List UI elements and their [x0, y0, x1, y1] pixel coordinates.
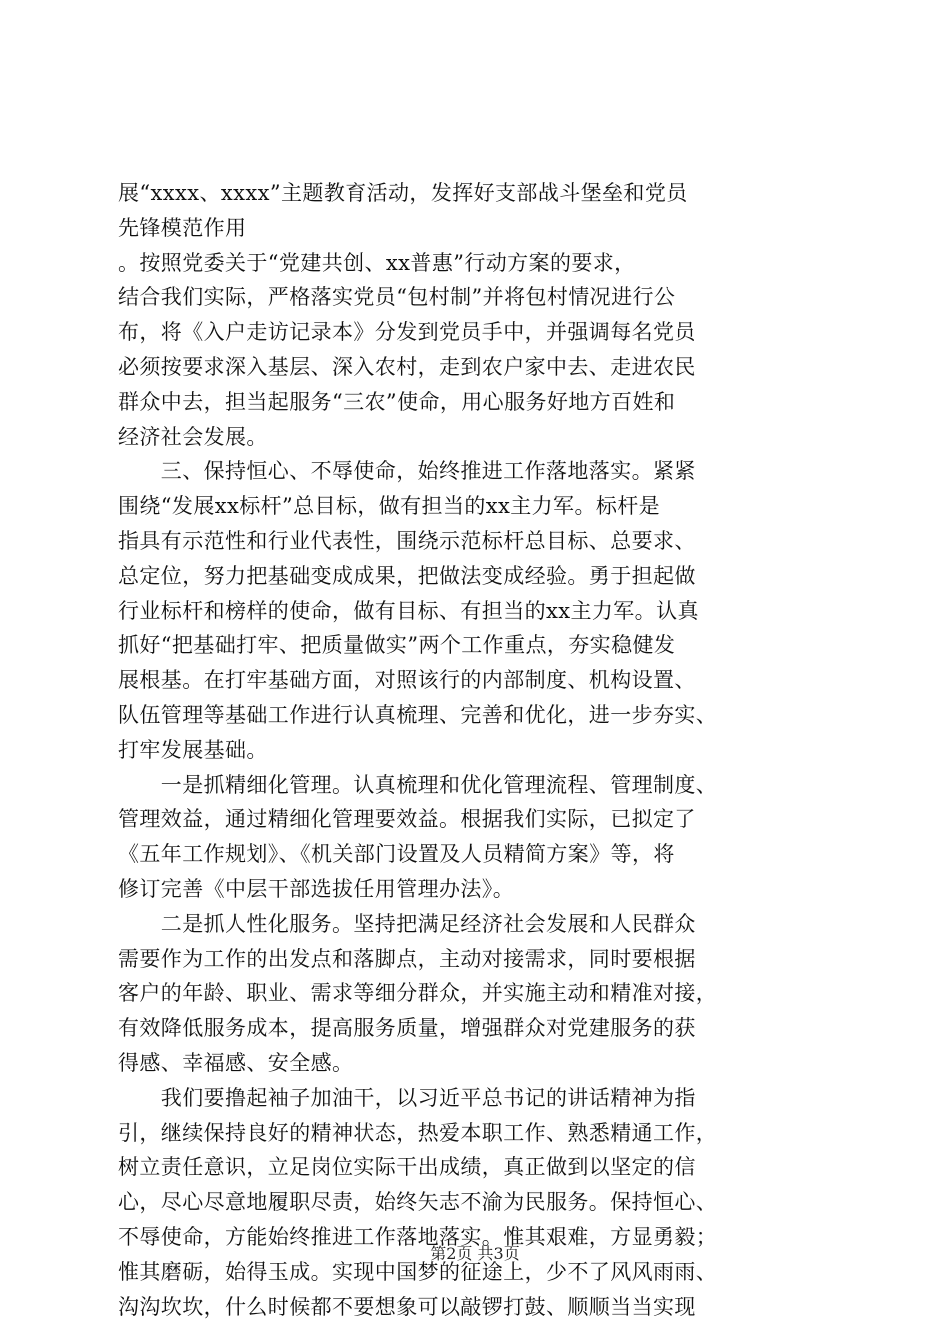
- text-line: 总定位，努力把基础变成成果，把做法变成经验。勇于担起做: [118, 563, 696, 588]
- text-line: 需要作为工作的出发点和落脚点，主动对接需求，同时要根据: [118, 946, 696, 971]
- text-line: 结合我们实际，严格落实党员“包村制”并将包村情况进行公: [118, 285, 676, 310]
- text-line: 一是抓精细化管理。认真梳理和优化管理流程、管理制度、: [118, 772, 718, 797]
- text-line: 管理效益，通过精细化管理要效益。根据我们实际，已拟定了: [118, 807, 696, 832]
- text-line: 心，尽心尽意地履职尽责，始终矢志不渝为民服务。保持恒心、: [118, 1190, 718, 1215]
- text-line: 有效降低服务成本，提高服务质量，增强群众对党建服务的获: [118, 1016, 696, 1041]
- text-line: 群众中去，担当起服务“三农”使命，用心服务好地方百姓和: [118, 389, 676, 414]
- text-line: 修订完善《中层干部选拔任用管理办法》。: [118, 876, 515, 901]
- text-line: 引，继续保持良好的精神状态，热爱本职工作、熟悉精通工作，: [118, 1120, 718, 1145]
- text-line: 指具有示范性和行业代表性，围绕示范标杆总目标、总要求、: [118, 528, 696, 553]
- text-line: 三、保持恒心、不辱使命，始终推进工作落地落实。紧紧: [118, 459, 696, 484]
- text-line: 不辱使命，方能始终推进工作落地落实。惟其艰难，方显勇毅；: [118, 1224, 718, 1249]
- text-line: 经济社会发展。: [118, 424, 268, 449]
- text-line: 。按照党委关于“党建共创、xx普惠”行动方案的要求，: [118, 250, 636, 275]
- text-line: 树立责任意识，立足岗位实际干出成绩，真正做到以坚定的信: [118, 1155, 696, 1180]
- text-line: 展“xxxx、xxxx”主题教育活动，发挥好支部战斗堡垒和党员: [118, 181, 688, 205]
- text-line: 打牢发展基础。: [118, 737, 268, 762]
- text-line: 得感、幸福感、安全感。: [118, 1050, 354, 1075]
- text-line: 惟其磨砺，始得玉成。实现中国梦的征途上，少不了风风雨雨、: [118, 1259, 718, 1284]
- text-line: 布，将《入户走访记录本》分发到党员手中，并强调每名党员: [118, 320, 696, 345]
- text-line: 《五年工作规划》、《机关部门设置及人员精简方案》等，将: [118, 842, 675, 867]
- document-body: [118, 176, 858, 1324]
- text-line: 我们要撸起袖子加油干，以习近平总书记的讲话精神为指: [118, 1085, 696, 1110]
- text-line: 队伍管理等基础工作进行认真梳理、完善和优化，进一步夯实、: [118, 702, 718, 727]
- text-line: 客户的年龄、职业、需求等细分群众，并实施主动和精准对接，: [118, 981, 718, 1006]
- text-line: 展根基。在打牢基础方面，对照该行的内部制度、机构设置、: [118, 668, 696, 693]
- text-line: 行业标杆和榜样的使命，做有目标、有担当的xx主力军。认真: [118, 598, 699, 623]
- text-line: 必须按要求深入基层、深入农村，走到农户家中去、走进农民: [118, 354, 696, 379]
- text-line: 沟沟坎坎，什么时候都不要想象可以敲锣打鼓、顺顺当当实现: [118, 1294, 696, 1319]
- text-line: 二是抓人性化服务。坚持把满足经济社会发展和人民群众: [118, 911, 696, 936]
- text-line: 围绕“发展xx标杆”总目标，做有担当的xx主力军。标杆是: [118, 494, 661, 519]
- text-line: 抓好“把基础打牢、把质量做实”两个工作重点，夯实稳健发: [118, 633, 676, 658]
- page-number-footer: 第2页 共3页: [430, 1244, 520, 1263]
- text-line: 先锋模范作用: [118, 215, 247, 240]
